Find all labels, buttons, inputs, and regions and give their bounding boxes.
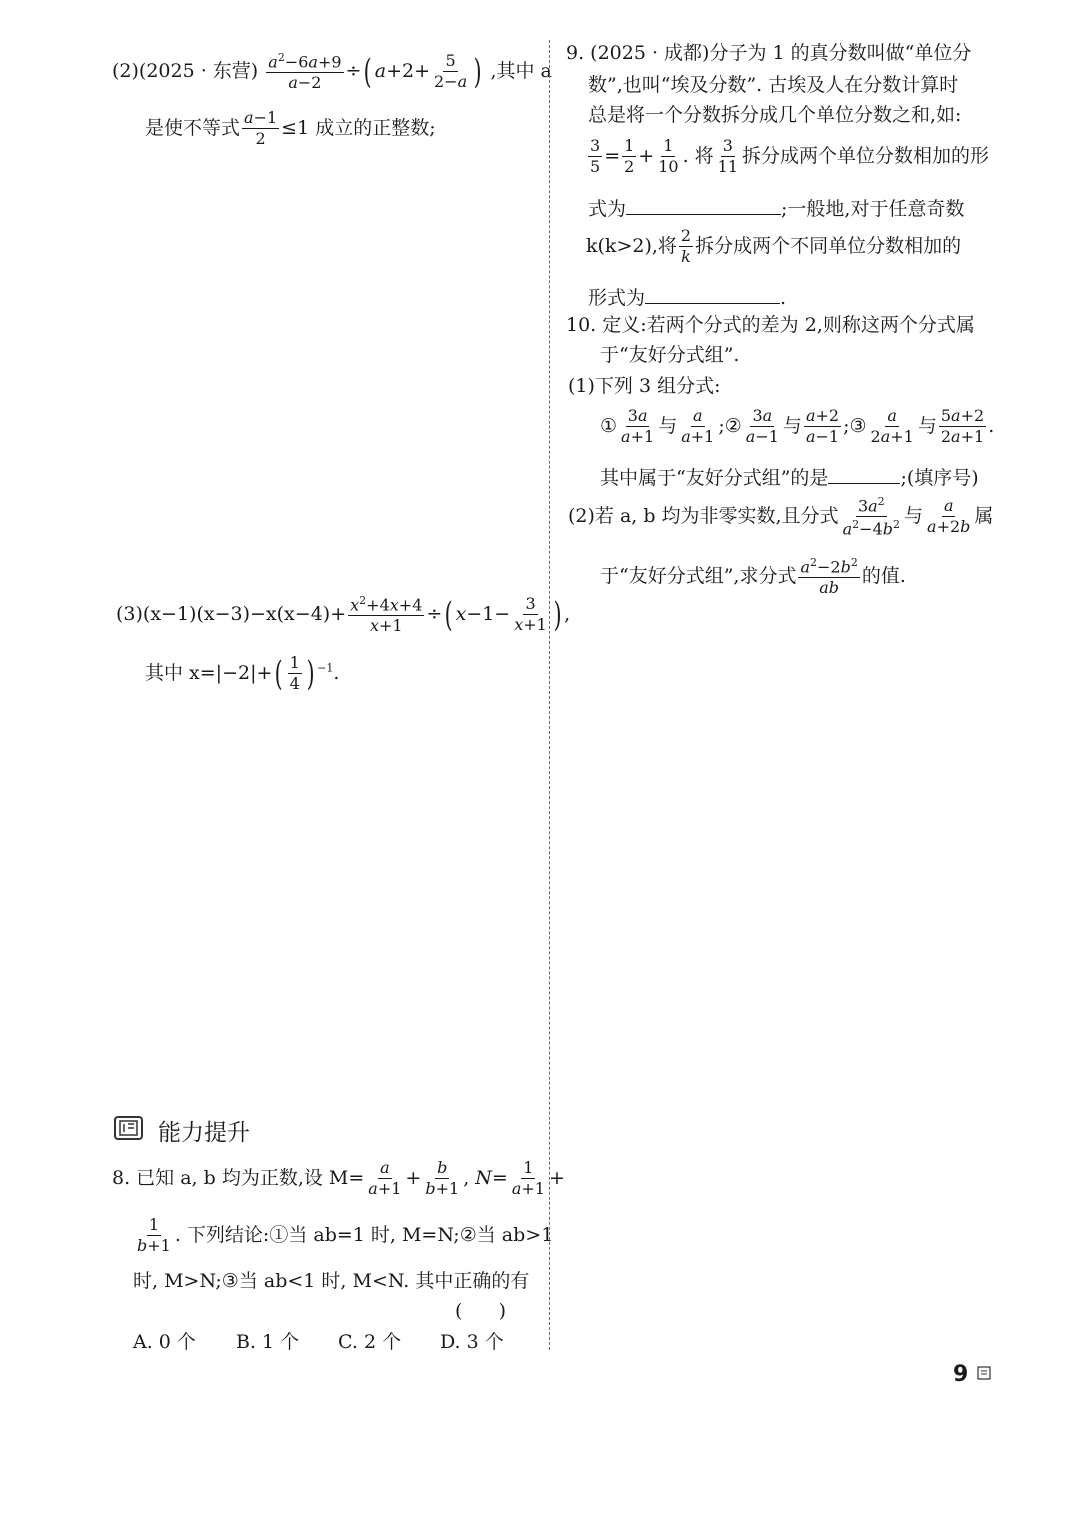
fraction-1-over-2: $\frac{1}{2}$ — [624, 136, 635, 176]
question-10-line1: 10. 定义:若两个分式的差为 2,则称这两个分式属 — [566, 314, 975, 336]
question-9-line5: 式为 ;一般地,对于任意奇数 — [588, 198, 965, 220]
fraction-5a2-over-2a1: $\frac{5a+2}{2a+1}$ — [940, 406, 985, 446]
fraction-1-over-b1: $\frac{1}{b+1}$ — [137, 1215, 171, 1255]
question-8-line3: 时, M>N;③当 ab<1 时, M<N. 其中正确的有 — [133, 1270, 530, 1292]
section-title: 能力提升 — [158, 1120, 250, 1146]
fraction-3a-over-a-1: $\frac{3a}{a-1}$ — [745, 406, 779, 446]
fraction-5-over-2-a: $\frac{5}{2-a}$ — [434, 51, 468, 91]
fraction-3a-over-a1: $\frac{3a}{a+1}$ — [621, 406, 655, 446]
answer-bracket[interactable]: ( ) — [455, 1300, 507, 1322]
question-10-sub1: (1)下列 3 组分式: — [568, 375, 721, 397]
question-9-line2: 数”,也叫“埃及分数”. 古埃及人在分数计算时 — [588, 74, 959, 96]
page-number: 9 — [953, 1362, 969, 1387]
question-10-last: 于“友好分式组”,求分式 $\frac{a^2-2b^2}{ab}$ 的值. — [600, 556, 906, 598]
fraction-a-over-a1: $\frac{a}{a+1}$ — [368, 1158, 402, 1198]
question-10-line2: 于“友好分式组”. — [600, 344, 740, 366]
option-b[interactable]: B. 1 个 — [236, 1331, 300, 1353]
problem-7-3-line2: 其中 x=|−2|+( $\frac{1}{4}$ ) $^{-1}$. — [145, 653, 340, 694]
page-mark-icon — [977, 1366, 991, 1380]
problem-7-3-line1: (3)(x−1)(x−3)−x(x−4)+ $\frac{x^2+4x+4}{x+1}$ ÷( x−1− $\frac{3}{x+1}$ ) , — [116, 594, 571, 636]
fraction-a2-over-a-1: $\frac{a+2}{a-1}$ — [805, 406, 840, 446]
fraction-a-over-a2b: $\frac{a}{a+2b}$ — [927, 496, 971, 537]
column-divider — [549, 40, 550, 1350]
problem-7-2-prefix: (2)(2025 · 东营) — [112, 59, 259, 82]
fraction-a-1-over-2: $\frac{a-1}{2}$ — [244, 108, 278, 148]
problem-7-2-line2: 是使不等式 $\frac{a-1}{2}$ ≤1 成立的正整数; — [145, 108, 436, 148]
fraction-1-over-4: $\frac{1}{4}$ — [289, 653, 300, 693]
answer-blank-2[interactable] — [645, 285, 780, 304]
fraction-1-over-10: $\frac{1}{10}$ — [658, 136, 679, 176]
fraction-3a2-over-a2-4b2: $\frac{3a^2}{a^2-4b^2}$ — [842, 495, 900, 539]
option-c[interactable]: C. 2 个 — [338, 1331, 402, 1353]
answer-blank-3[interactable] — [828, 465, 900, 484]
question-9-line4: $\frac{3}{5}$ = $\frac{1}{2}$ + $\frac{1}{10}$ . 将 $\frac{3}{11}$ 拆分成两个单位分数相加的形 — [590, 136, 990, 176]
question-9-line3: 总是将一个分数拆分成几个单位分数之和,如: — [588, 104, 962, 126]
answer-blank-1[interactable] — [626, 196, 781, 215]
fraction-a-over-a1-g1: $\frac{a}{a+1}$ — [681, 406, 715, 446]
question-8-line2: $\frac{1}{b+1}$ . 下列结论:①当 ab=1 时, M=N;②当 ab>1 — [137, 1215, 554, 1255]
question-9-line1: 9. (2025 · 成都)分子为 1 的真分数叫做“单位分 — [566, 42, 972, 64]
option-a[interactable]: A. 0 个 — [133, 1331, 196, 1353]
fraction-x2-4x-4-over-x1: $\frac{x^2+4x+4}{x+1}$ — [350, 594, 423, 636]
fraction-a2-6a9-over-a-2: $\frac{a^2-6a+9}{a-2}$ — [268, 51, 342, 93]
question-10-groups: ① $\frac{3a}{a+1}$ 与 $\frac{a}{a+1}$ ;② $\frac{3a}{a-1}$ 与 $\frac{a+2}{a-1}$ ;③ $\frac{a}{2a+1}$ 与 $\frac{5a+2}{2a+1}$ . — [600, 406, 995, 446]
fraction-a2-2b2-over-ab: $\frac{a^2-2b^2}{ab}$ — [800, 556, 858, 598]
problem-7-2-suffix: ,其中 a — [490, 59, 552, 82]
fraction-2-over-k: $\frac{2}{k}$ — [680, 226, 692, 266]
fraction-1-over-a1: $\frac{1}{a+1}$ — [511, 1158, 545, 1198]
question-9-line7: 形式为 . — [588, 287, 787, 309]
fraction-3-over-x1: $\frac{3}{x+1}$ — [514, 594, 547, 634]
question-10-sub2: (2)若 a, b 均为非零实数,且分式 $\frac{3a^2}{a^2-4b^2}$ 与 $\frac{a}{a+2b}$ 属 — [568, 495, 994, 539]
question-10-which: 其中属于“友好分式组”的是 ;(填序号) — [600, 467, 979, 489]
question-9-line6: k(k>2),将 $\frac{2}{k}$ 拆分成两个不同单位分数相加的 — [586, 226, 962, 266]
book-icon — [113, 1114, 145, 1142]
problem-7-2-line1: (2)(2025 · 东营) $\frac{a^2-6a+9}{a-2}$ ÷( a+2+ $\frac{5}{2-a}$ ) ,其中 a — [112, 51, 552, 93]
option-d[interactable]: D. 3 个 — [440, 1331, 504, 1353]
fraction-3-over-5: $\frac{3}{5}$ — [590, 136, 601, 176]
question-8-line1: 8. 已知 a, b 均为正数,设 M= $\frac{a}{a+1}$ + $\frac{b}{b+1}$ , N= $\frac{1}{a+1}$ + — [112, 1158, 565, 1198]
fraction-a-over-2a1: $\frac{a}{2a+1}$ — [870, 406, 914, 446]
fraction-b-over-b1: $\frac{b}{b+1}$ — [425, 1158, 460, 1198]
fraction-3-over-11: $\frac{3}{11}$ — [717, 136, 739, 176]
